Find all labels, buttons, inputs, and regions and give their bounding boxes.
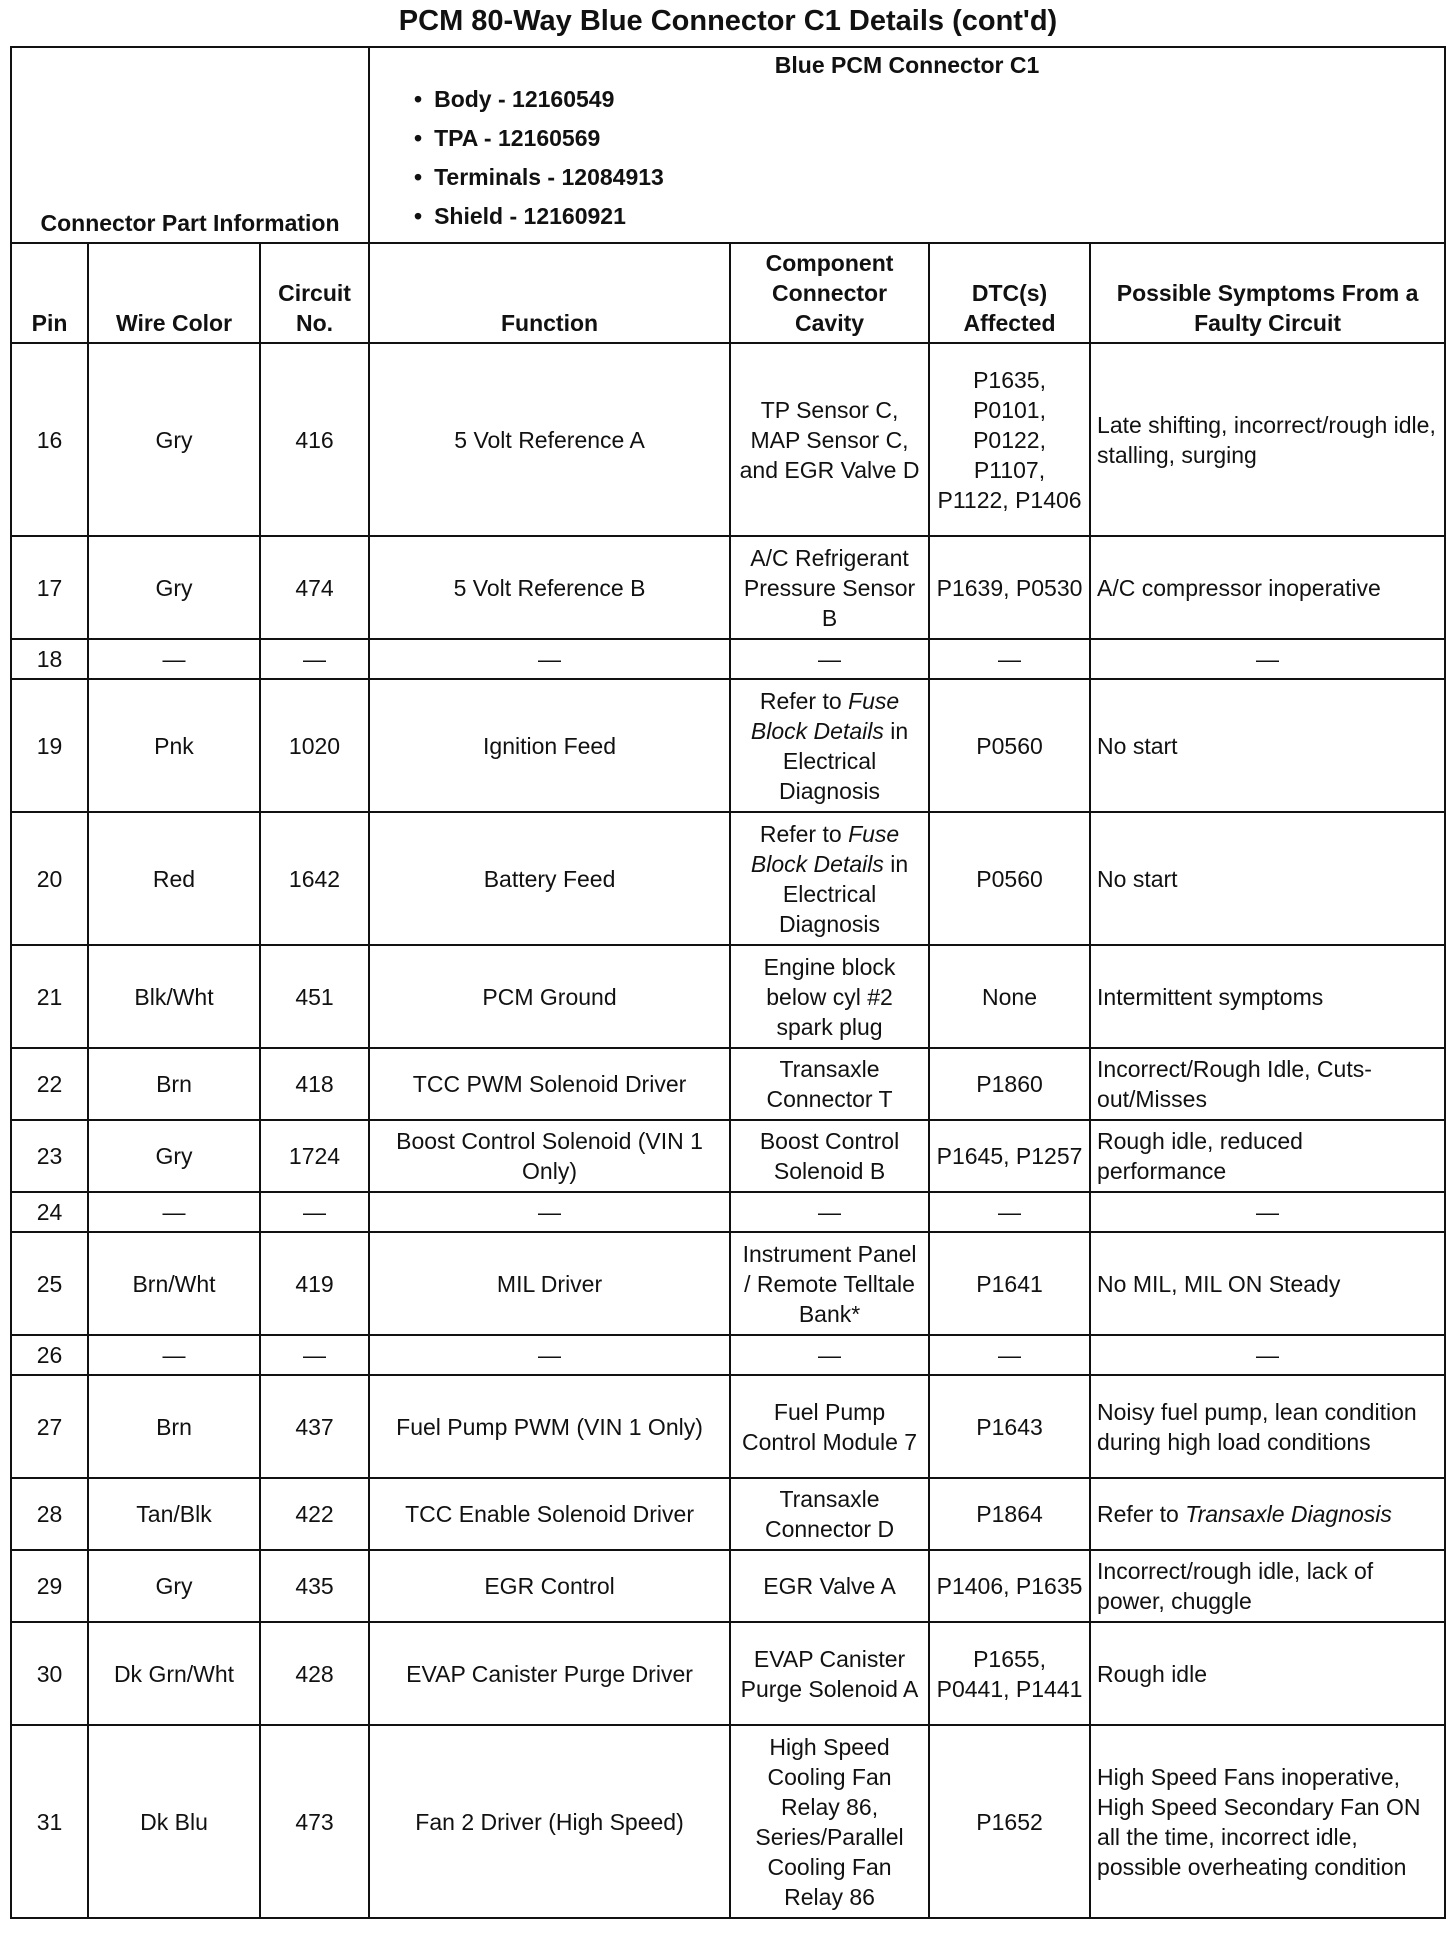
dtcs-cell: P1860 — [929, 1048, 1090, 1120]
function-cell: 5 Volt Reference B — [369, 536, 730, 639]
symptoms-cell: Incorrect/rough idle, lack of power, chuggle — [1090, 1550, 1445, 1622]
table-row — [11, 536, 1445, 639]
pin-cell: 28 — [11, 1478, 88, 1550]
table-row — [11, 1478, 1445, 1550]
pin-cell: 27 — [11, 1375, 88, 1478]
cavity-cell: — — [730, 1192, 929, 1232]
circuit-cell: 422 — [260, 1478, 369, 1550]
reference-link-text: Fuse Block Details — [750, 820, 900, 877]
header-symptoms: Possible Symptoms From a Faulty Circuit — [1090, 243, 1445, 343]
cavity-cell: EGR Valve A — [730, 1550, 929, 1622]
circuit-cell: 437 — [260, 1375, 369, 1478]
wire-color-cell: Pnk — [88, 679, 260, 812]
dtcs-cell: — — [929, 639, 1090, 679]
wire-color-cell: — — [88, 639, 260, 679]
cavity-cell: Engine block below cyl #2 spark plug — [730, 945, 929, 1048]
wire-color-cell: Red — [88, 812, 260, 945]
table-row — [11, 812, 1445, 945]
pin-cell: 26 — [11, 1335, 88, 1375]
pin-cell: 16 — [11, 343, 88, 536]
dtcs-cell: P1643 — [929, 1375, 1090, 1478]
function-cell: Battery Feed — [369, 812, 730, 945]
function-cell: Ignition Feed — [369, 679, 730, 812]
dtcs-cell: P1635, P0101, P0122, P1107, P1122, P1406 — [929, 343, 1090, 536]
cavity-cell: EVAP Canister Purge Solenoid A — [730, 1622, 929, 1725]
symptoms-cell: No start — [1090, 812, 1445, 945]
header-component-cavity: Component Connector Cavity — [730, 243, 929, 343]
cavity-cell: — — [730, 1335, 929, 1375]
function-cell: 5 Volt Reference A — [369, 343, 730, 536]
table-row — [11, 1192, 1445, 1232]
cavity-cell — [730, 812, 929, 945]
dtcs-cell: P1864 — [929, 1478, 1090, 1550]
table-row — [11, 1232, 1445, 1335]
wire-color-cell: Brn — [88, 1048, 260, 1120]
dtcs-cell: P1655, P0441, P1441 — [929, 1622, 1090, 1725]
part-number-list — [376, 80, 1438, 236]
pin-cell: 24 — [11, 1192, 88, 1232]
header-wire-color: Wire Color — [88, 243, 260, 343]
pin-cell: 21 — [11, 945, 88, 1048]
connector-part-info-label: Connector Part Information — [11, 47, 369, 243]
table-row — [11, 1375, 1445, 1478]
pin-cell: 22 — [11, 1048, 88, 1120]
function-cell: — — [369, 639, 730, 679]
function-cell: PCM Ground — [369, 945, 730, 1048]
pin-cell: 31 — [11, 1725, 88, 1918]
symptoms-cell: Incorrect/Rough Idle, Cuts-out/Misses — [1090, 1048, 1445, 1120]
table-row — [11, 1550, 1445, 1622]
symptoms-cell: A/C compressor inoperative — [1090, 536, 1445, 639]
connector-info-row — [11, 47, 1445, 243]
dtcs-cell: — — [929, 1335, 1090, 1375]
reference-link-text: Transaxle Diagnosis — [1185, 1501, 1392, 1527]
pin-rows — [11, 343, 1445, 1918]
cavity-cell: Instrument Panel / Remote Telltale Bank* — [730, 1232, 929, 1335]
cavity-cell: TP Sensor C, MAP Sensor C, and EGR Valve D — [730, 343, 929, 536]
wire-color-cell: Gry — [88, 536, 260, 639]
symptoms-cell: No MIL, MIL ON Steady — [1090, 1232, 1445, 1335]
table-row — [11, 343, 1445, 536]
cavity-cell: — — [730, 639, 929, 679]
function-cell: Fuel Pump PWM (VIN 1 Only) — [369, 1375, 730, 1478]
part-number-item: • Shield - 12160921 — [414, 197, 1438, 236]
pin-cell: 19 — [11, 679, 88, 812]
symptoms-cell: Late shifting, incorrect/rough idle, stalling, surging — [1090, 343, 1445, 536]
pin-cell: 17 — [11, 536, 88, 639]
wire-color-cell: Blk/Wht — [88, 945, 260, 1048]
cavity-cell: Fuel Pump Control Module 7 — [730, 1375, 929, 1478]
cavity-cell: Transaxle Connector T — [730, 1048, 929, 1120]
wire-color-cell: Gry — [88, 1550, 260, 1622]
symptoms-cell: — — [1090, 1192, 1445, 1232]
symptoms-cell: No start — [1090, 679, 1445, 812]
circuit-cell: 418 — [260, 1048, 369, 1120]
cell-text: Refer to — [1097, 1501, 1179, 1527]
pin-cell: 20 — [11, 812, 88, 945]
cell-text: in Electrical Diagnosis — [779, 850, 909, 937]
cavity-cell: Transaxle Connector D — [730, 1478, 929, 1550]
header-circuit-no: Circuit No. — [260, 243, 369, 343]
symptoms-cell — [1090, 1478, 1445, 1550]
symptoms-cell: Rough idle, reduced performance — [1090, 1120, 1445, 1192]
cell-text: Refer to — [759, 820, 842, 847]
table-row — [11, 1622, 1445, 1725]
part-number-item: • TPA - 12160569 — [414, 119, 1438, 158]
symptoms-cell: High Speed Fans inoperative, High Speed Secondary Fan ON all the time, incorrect idle, possible overheating condition — [1090, 1725, 1445, 1918]
circuit-cell: 1724 — [260, 1120, 369, 1192]
dtcs-cell: P1406, P1635 — [929, 1550, 1090, 1622]
function-cell: Fan 2 Driver (High Speed) — [369, 1725, 730, 1918]
connector-part-info — [369, 47, 1445, 243]
connector-details-table — [10, 46, 1446, 1919]
circuit-cell: 473 — [260, 1725, 369, 1918]
pin-cell: 18 — [11, 639, 88, 679]
function-cell: — — [369, 1335, 730, 1375]
wire-color-cell: Dk Blu — [88, 1725, 260, 1918]
wire-color-cell: Gry — [88, 343, 260, 536]
symptoms-cell: Intermittent symptoms — [1090, 945, 1445, 1048]
circuit-cell: — — [260, 1335, 369, 1375]
circuit-cell: 1020 — [260, 679, 369, 812]
circuit-cell: 428 — [260, 1622, 369, 1725]
symptoms-cell: Rough idle — [1090, 1622, 1445, 1725]
function-cell: EVAP Canister Purge Driver — [369, 1622, 730, 1725]
circuit-cell: 1642 — [260, 812, 369, 945]
pin-cell: 25 — [11, 1232, 88, 1335]
wire-color-cell: — — [88, 1335, 260, 1375]
cell-text: in Electrical Diagnosis — [779, 717, 909, 804]
cavity-cell — [730, 679, 929, 812]
symptoms-cell: Noisy fuel pump, lean condition during high load conditions — [1090, 1375, 1445, 1478]
cell-text: Refer to — [759, 687, 842, 714]
pin-cell: 30 — [11, 1622, 88, 1725]
connector-name: Blue PCM Connector C1 — [774, 52, 1040, 78]
dtcs-cell: P1652 — [929, 1725, 1090, 1918]
table-row — [11, 639, 1445, 679]
reference-link-text: Fuse Block Details — [750, 687, 900, 744]
function-cell: — — [369, 1192, 730, 1232]
wire-color-cell: — — [88, 1192, 260, 1232]
wire-color-cell: Brn — [88, 1375, 260, 1478]
cavity-cell: Boost Control Solenoid B — [730, 1120, 929, 1192]
cavity-cell: A/C Refrigerant Pressure Sensor B — [730, 536, 929, 639]
page-title: PCM 80-Way Blue Connector C1 Details (cont'd) — [398, 5, 1058, 37]
symptoms-cell: — — [1090, 1335, 1445, 1375]
header-pin: Pin — [11, 243, 88, 343]
cavity-cell: High Speed Cooling Fan Relay 86, Series/Parallel Cooling Fan Relay 86 — [730, 1725, 929, 1918]
circuit-cell: — — [260, 1192, 369, 1232]
symptoms-cell: — — [1090, 639, 1445, 679]
circuit-cell: 451 — [260, 945, 369, 1048]
dtcs-cell: P1645, P1257 — [929, 1120, 1090, 1192]
dtcs-cell: — — [929, 1192, 1090, 1232]
pin-cell: 23 — [11, 1120, 88, 1192]
part-number-item: • Body - 12160549 — [414, 80, 1438, 119]
wire-color-cell: Brn/Wht — [88, 1232, 260, 1335]
header-function: Function — [369, 243, 730, 343]
circuit-cell: — — [260, 639, 369, 679]
table-row — [11, 1048, 1445, 1120]
wire-color-cell: Dk Grn/Wht — [88, 1622, 260, 1725]
table-row — [11, 1725, 1445, 1918]
dtcs-cell: P1641 — [929, 1232, 1090, 1335]
dtcs-cell: P0560 — [929, 679, 1090, 812]
table-row — [11, 679, 1445, 812]
dtcs-cell: P1639, P0530 — [929, 536, 1090, 639]
column-header-row — [11, 243, 1445, 343]
function-cell: Boost Control Solenoid (VIN 1 Only) — [369, 1120, 730, 1192]
header-dtcs: DTC(s) Affected — [929, 243, 1090, 343]
table-row — [11, 1335, 1445, 1375]
circuit-cell: 416 — [260, 343, 369, 536]
function-cell: EGR Control — [369, 1550, 730, 1622]
pin-cell: 29 — [11, 1550, 88, 1622]
function-cell: TCC PWM Solenoid Driver — [369, 1048, 730, 1120]
circuit-cell: 474 — [260, 536, 369, 639]
dtcs-cell: P0560 — [929, 812, 1090, 945]
function-cell: TCC Enable Solenoid Driver — [369, 1478, 730, 1550]
circuit-cell: 435 — [260, 1550, 369, 1622]
table-row — [11, 945, 1445, 1048]
wire-color-cell: Tan/Blk — [88, 1478, 260, 1550]
dtcs-cell: None — [929, 945, 1090, 1048]
wire-color-cell: Gry — [88, 1120, 260, 1192]
part-number-item: • Terminals - 12084913 — [414, 158, 1438, 197]
function-cell: MIL Driver — [369, 1232, 730, 1335]
table-row — [11, 1120, 1445, 1192]
circuit-cell: 419 — [260, 1232, 369, 1335]
